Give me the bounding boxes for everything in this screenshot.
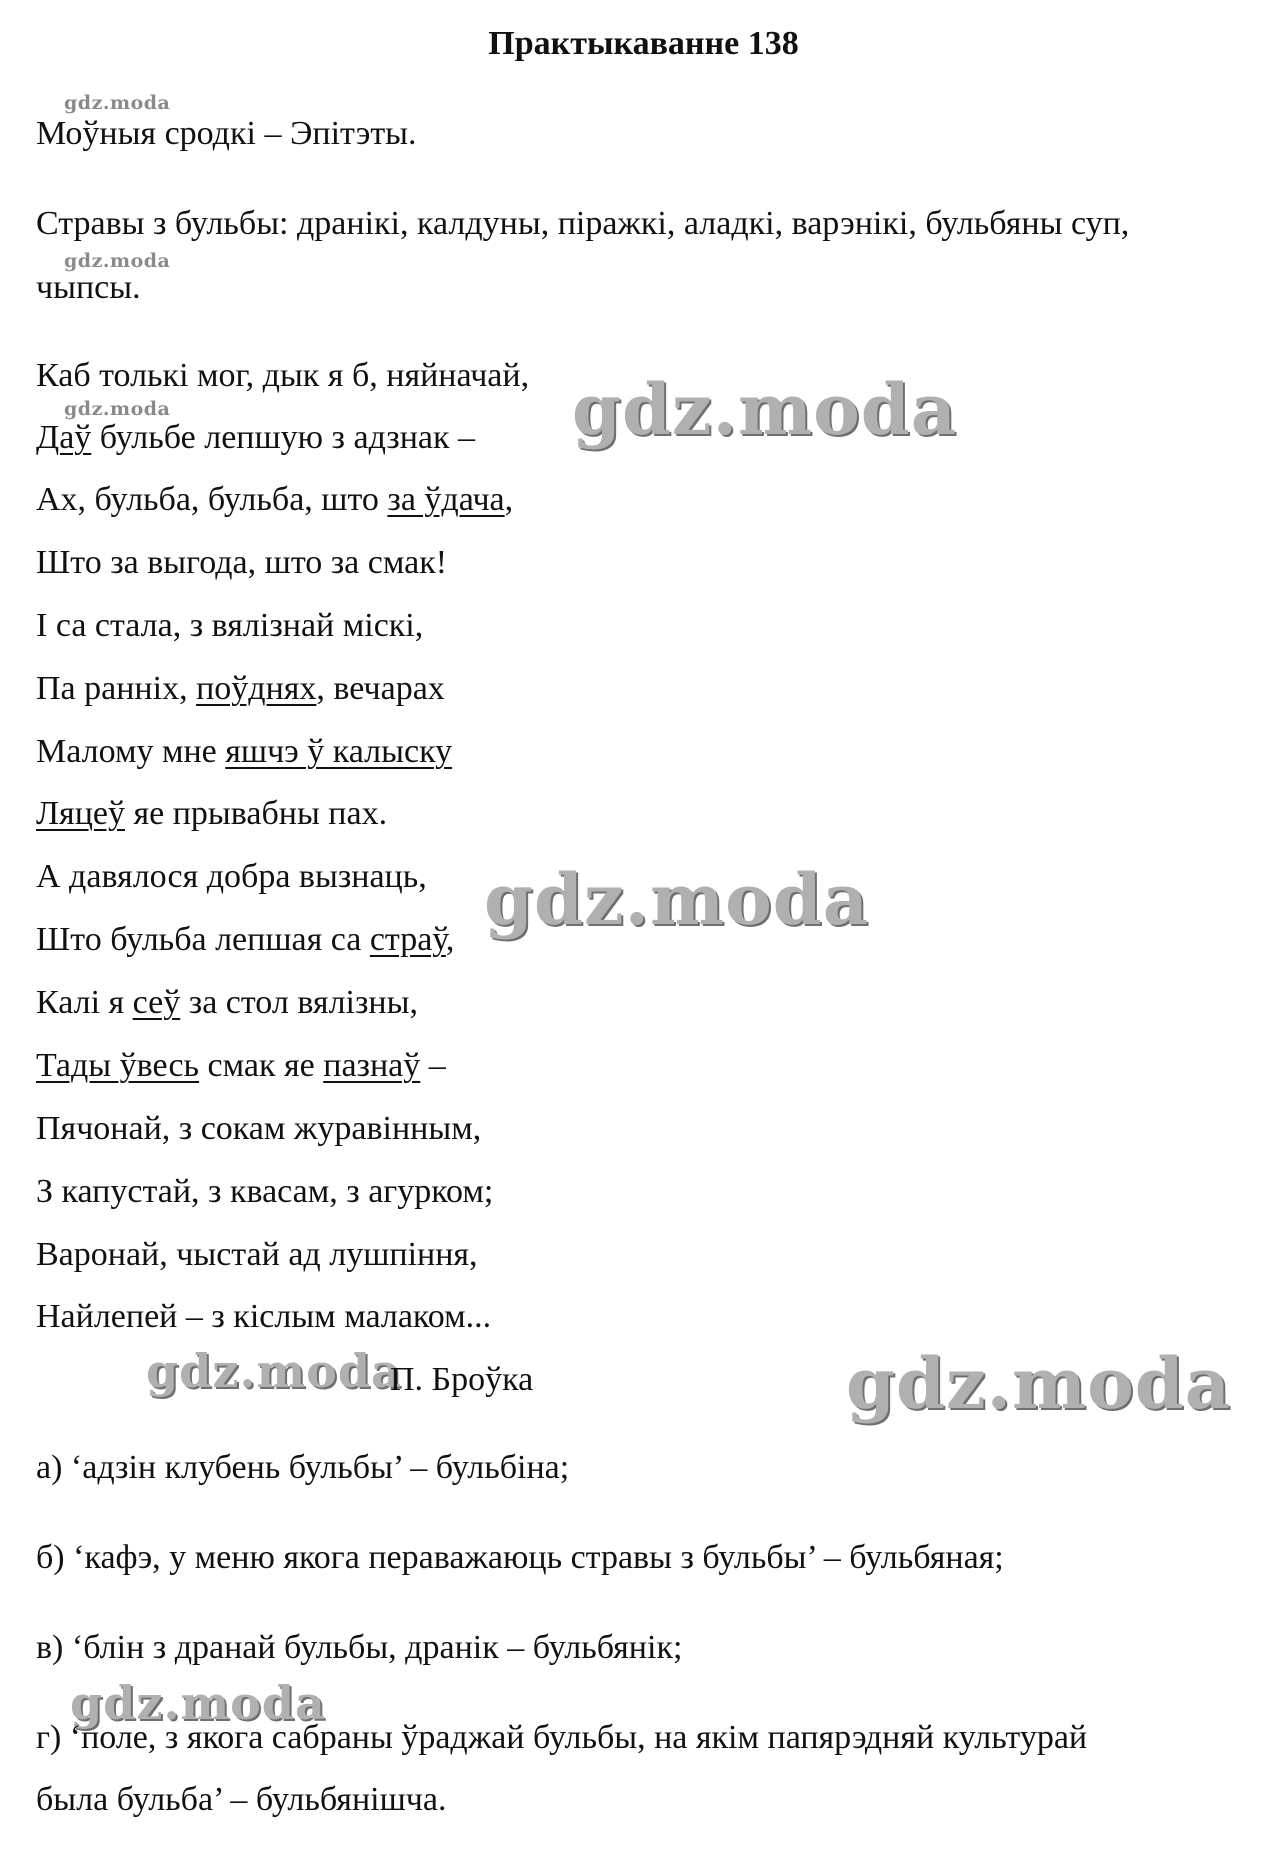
poem-text: яе прывабны пах. [124,795,388,832]
dishes-line-2: чыпсы. [36,269,141,306]
poem-line-4: Што за выгода, што за смак! [36,544,448,581]
intro-text: Моўныя сродкі – Эпітэты. [36,115,417,152]
watermark-large-1: gdz.moda [572,368,958,451]
watermark-small-2: gdz.moda [64,250,171,272]
poem-text: за стол вялізны, [180,984,418,1021]
answer-b: б) ‘кафэ, у меню якога пераважаюць стравы з бульбы’ – бульбяная; [36,1539,1004,1576]
poem-text: Што бульба лепшая са [36,921,370,958]
underlined-word: Даў [36,419,92,456]
poem-text: – [420,1047,446,1084]
underlined-word: страў [369,921,446,958]
poem-line-14: З капустай, з квасам, з агурком; [36,1173,494,1210]
poem-line-16: Найлепей – з кіслым малаком... [36,1298,492,1335]
poem-text: , [504,481,514,518]
poem-line-15: Варонай, чыстай ад лушпіння, [36,1236,478,1273]
watermark-medium-2: gdz.moda [70,1676,326,1730]
poem-text: Калі я [36,984,133,1021]
poem-line-12 [36,1044,446,1088]
poem-text: Ах, бульба, бульба, што [36,481,388,518]
underlined-word: поўднях [196,670,317,707]
answer-a: а) ‘адзін клубень бульбы’ – бульбіна; [36,1449,570,1486]
underlined-word: за ўдача [387,481,505,518]
underlined-word: Ляцеў [36,795,125,832]
poem-line-9: А давялося добра вызнаць, [36,858,427,895]
underlined-word: пазнаў [323,1047,421,1084]
poem-line-13: Пячонай, з сокам журавінным, [36,1110,482,1147]
poem-line-10 [36,918,454,962]
answer-g-line-2: была бульба’ – бульбянішча. [36,1781,447,1818]
poem-line-11 [36,981,418,1025]
page-title: Практыкаванне 138 [488,25,799,62]
watermark-large-3: gdz.moda [846,1342,1232,1425]
answer-g-line-1: г) ‘поле, з якога сабраны ўраджай бульбы, на якім папярэдняй культурай [36,1719,1088,1756]
poem-line-8 [36,792,387,836]
poem-line-3 [36,478,513,522]
dishes-line-1: Стравы з бульбы: дранікі, калдуны, піражкі, аладкі, варэнікі, бульбяны суп, [36,205,1130,242]
underlined-word: сеў [132,984,181,1021]
poem-line-2 [36,416,475,460]
poem-line-7 [36,730,452,774]
watermark-small-3: gdz.moda [64,398,171,420]
watermark-small-1: gdz.moda [64,92,171,114]
poem-text: бульбе лепшую з адзнак – [91,419,476,456]
poem-author: П. Броўка [390,1361,534,1398]
answer-v: в) ‘блін з дранай бульбы, дранік – бульбянік; [36,1629,683,1666]
watermark-medium-1: gdz.moda [146,1344,402,1398]
poem-text: , вечарах [316,670,445,707]
poem-text: Па ранніх, [36,670,197,707]
poem-line-5: І са стала, з вялізнай міскі, [36,607,424,644]
poem-text: смак яе [199,1047,324,1084]
poem-text: Малому мне [36,733,226,770]
underlined-word: Тады ўвесь [36,1047,200,1084]
poem-text: , [445,921,455,958]
underlined-word: яшчэ ў калыску [225,733,453,770]
poem-line-6 [36,667,445,711]
poem-line-1: Каб толькі мог, дык я б, няйначай, [36,357,530,394]
watermark-large-2: gdz.moda [484,858,870,941]
